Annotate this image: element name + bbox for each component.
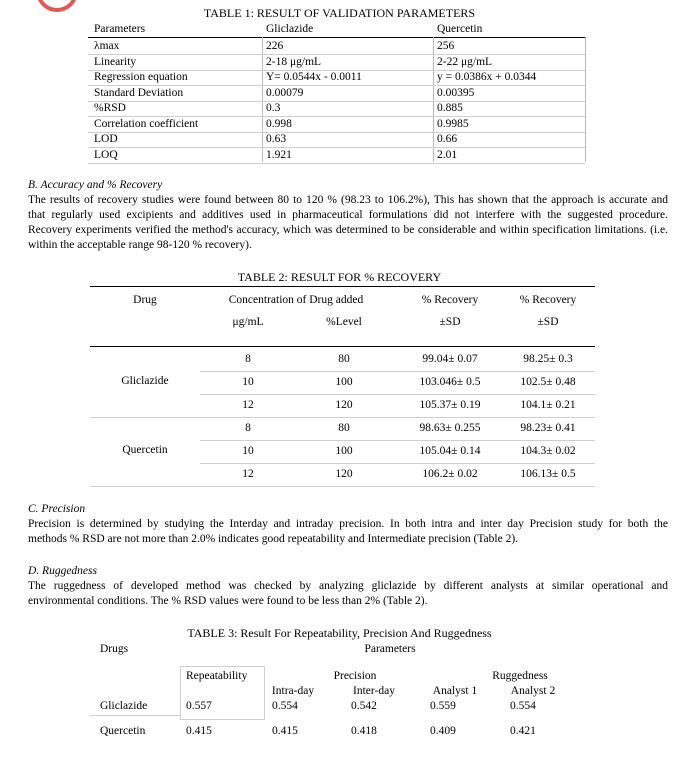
table1-cell: 0.00079 xyxy=(266,86,304,99)
section-b-heading: B. Accuracy and % Recovery xyxy=(28,179,163,191)
table2-row-rule xyxy=(200,394,595,395)
table1-cell: Regression equation xyxy=(94,71,188,83)
table2-cell: 100 xyxy=(335,376,353,388)
table2-cell: 98.25± 0.3 xyxy=(523,353,573,365)
table1-divider xyxy=(433,37,434,162)
section-b-paragraph xyxy=(28,193,668,253)
table1-cell: 2-18 μg/mL xyxy=(266,55,322,68)
table2-cell: 8 xyxy=(245,422,251,434)
table3-row-rule xyxy=(90,715,180,716)
table2-cell: 80 xyxy=(338,353,350,365)
table1-cell: 0.885 xyxy=(437,102,463,114)
paragraph-line: within the acceptable range 98-120 % recovery). xyxy=(28,239,252,251)
table1-cell: 2.01 xyxy=(437,148,458,161)
table1-divider xyxy=(262,37,263,162)
table1-cell: 1.921 xyxy=(266,148,292,161)
table1-cell: 0.9985 xyxy=(437,117,469,130)
table1-header-parameters: Parameters xyxy=(94,23,146,35)
table3-header-intra-day: Intra-day xyxy=(271,685,315,697)
table1-cell: y = 0.0386x + 0.0344 xyxy=(437,71,537,83)
table1-cell: %RSD xyxy=(94,102,126,114)
table1-cell: λmax xyxy=(94,40,120,52)
section-c-heading: C. Precision xyxy=(28,503,86,515)
table3-drug-name: Gliclazide xyxy=(100,700,148,712)
table3-header-parameters: Parameters xyxy=(364,643,416,655)
table1-header-quercetin: Quercetin xyxy=(437,23,483,35)
table3-cell: 0.415 xyxy=(272,725,298,737)
section-c-paragraph xyxy=(28,517,668,547)
table1-cell: 2-22 μg/mL xyxy=(437,55,493,68)
paragraph-line: The results of recovery studies were found between 80 to 120 % (98.23 to 106.2%), This has shown that the approach is accurate and xyxy=(28,194,668,206)
table1-row-rule xyxy=(88,132,585,133)
table3-cell: 0.421 xyxy=(510,725,536,737)
table2-header-concentration: Concentration of Drug added xyxy=(228,294,364,306)
table2-cell: 80 xyxy=(338,422,350,434)
paragraph-line: Recovery experiments verified the method's accuracy, which was determined to be considerable and within specification limitations. (i.e. xyxy=(28,224,668,236)
table3-cell: 0.542 xyxy=(351,700,377,712)
table2-header-recovery-2: % Recovery xyxy=(519,294,577,306)
table2-cell: 10 xyxy=(242,445,254,457)
table3-cell: 0.554 xyxy=(272,700,298,712)
table3-cell: 0.559 xyxy=(430,700,456,712)
table2-cell: 102.5± 0.48 xyxy=(520,376,576,388)
table2-cell: 98.63± 0.255 xyxy=(419,422,481,434)
table2-top-rule xyxy=(90,286,595,287)
table2-header-sd-1: ±SD xyxy=(439,316,461,328)
table2-group-rule xyxy=(90,417,200,418)
table2-drug-name: Quercetin xyxy=(122,444,168,456)
table3-header-analyst-1: Analyst 1 xyxy=(432,685,478,697)
table2-header-sd-2: ±SD xyxy=(537,316,559,328)
table3-header-inter-day: Inter-day xyxy=(353,685,395,697)
table2-cell: 103.046± 0.5 xyxy=(419,376,481,388)
table2-cell: 100 xyxy=(335,445,353,457)
table2-row-rule xyxy=(200,486,595,487)
table1-cell: Y= 0.0544x - 0.0011 xyxy=(266,71,362,83)
table3-cell: 0.554 xyxy=(510,700,536,712)
table2-row-rule xyxy=(200,463,595,464)
table1-cell: Linearity xyxy=(94,55,137,68)
table1-cell: 0.00395 xyxy=(437,86,475,99)
table1-title: TABLE 1: RESULT OF VALIDATION PARAMETERS xyxy=(203,6,476,20)
table1-cell: 0.3 xyxy=(266,102,281,114)
section-d-heading: D. Ruggedness xyxy=(28,565,97,577)
table3-header-drugs: Drugs xyxy=(100,643,129,655)
table2-cell: 105.04± 0.14 xyxy=(419,445,481,457)
table2-cell: 99.04± 0.07 xyxy=(422,353,478,365)
table1-header-gliclazide: Gliclazide xyxy=(266,23,314,35)
section-d-paragraph xyxy=(28,579,668,609)
table1-header-rule xyxy=(88,37,585,38)
table2-row-rule xyxy=(200,371,595,372)
table2-header-level: %Level xyxy=(326,316,362,328)
table2-cell: 120 xyxy=(335,468,353,480)
table3-cell: 0.415 xyxy=(186,725,212,737)
paragraph-line: environmental conditions. The % RSD values were found to be less than 2% (Table 2). xyxy=(28,595,428,607)
table2-row-rule xyxy=(200,417,595,418)
table3-cell: 0.418 xyxy=(351,725,377,737)
table1-cell: 226 xyxy=(266,40,284,52)
table3-header-precision: Precision xyxy=(333,670,377,682)
table2-cell: 104.1± 0.21 xyxy=(520,399,576,411)
table3-header-ruggedness: Ruggedness xyxy=(492,670,548,682)
table1-cell: Standard Deviation xyxy=(94,86,184,99)
table2-cell: 98.23± 0.41 xyxy=(520,422,576,434)
table2-header-drug: Drug xyxy=(133,294,157,306)
table2-cell: 12 xyxy=(242,399,254,411)
table2-cell: 10 xyxy=(242,376,254,388)
table2-title: TABLE 2: RESULT FOR % RECOVERY xyxy=(237,270,442,284)
table2-cell: 105.37± 0.19 xyxy=(419,399,481,411)
table1-cell: 256 xyxy=(437,40,455,52)
paragraph-line: The ruggedness of developed method was checked by analyzing gliclazide by different analysts at similar operational and xyxy=(28,580,668,592)
table1-row-rule xyxy=(88,147,585,148)
table1-cell: LOD xyxy=(94,133,118,145)
paragraph-line: Precision is determined by studying the Interday and intraday precision. In both intra and inter day Precision study for both the xyxy=(28,518,668,530)
table2-cell: 8 xyxy=(245,353,251,365)
table3-header-repeatability: Repeatability xyxy=(186,670,248,682)
table3-cell: 0.557 xyxy=(186,700,212,712)
table1-cell: 0.63 xyxy=(266,133,287,145)
table1-row-rule xyxy=(88,163,585,164)
table1-row-rule xyxy=(88,54,585,55)
table2-cell: 106.13± 0.5 xyxy=(520,468,576,480)
table2-header-rule xyxy=(90,346,595,347)
table3-title: TABLE 3: Result For Repeatability, Precision And Ruggedness xyxy=(187,626,492,640)
table1-divider xyxy=(585,37,586,162)
table3-header-analyst-2: Analyst 2 xyxy=(510,685,556,697)
table3-drug-name: Quercetin xyxy=(100,725,146,737)
table2-header-ugml: μg/mL xyxy=(232,316,264,328)
table1-row-rule xyxy=(88,101,585,102)
table2-cell: 12 xyxy=(242,468,254,480)
table1-cell: 0.66 xyxy=(437,133,458,145)
table3-cell: 0.409 xyxy=(430,725,456,737)
paragraph-line: methods % RSD are not more than 2.0% indicates good repeatability and Intermediate precision (Table 2). xyxy=(28,533,519,545)
table2-cell: 106.2± 0.02 xyxy=(422,468,478,480)
table1-cell: Correlation coefficient xyxy=(94,117,199,130)
table1-cell: LOQ xyxy=(94,148,118,161)
table1-cell: 0.998 xyxy=(266,117,292,130)
paragraph-line: that regularly used excipients and additives used in pharmaceutical formulations did not interfere with the suggested procedure. xyxy=(28,209,668,221)
table2-header-recovery-1: % Recovery xyxy=(421,294,479,306)
table2-cell: 120 xyxy=(335,399,353,411)
table2-row-rule xyxy=(200,440,595,441)
table2-cell: 104.3± 0.02 xyxy=(520,445,576,457)
table2-drug-name: Gliclazide xyxy=(121,375,169,387)
table2-group-rule xyxy=(90,486,200,487)
